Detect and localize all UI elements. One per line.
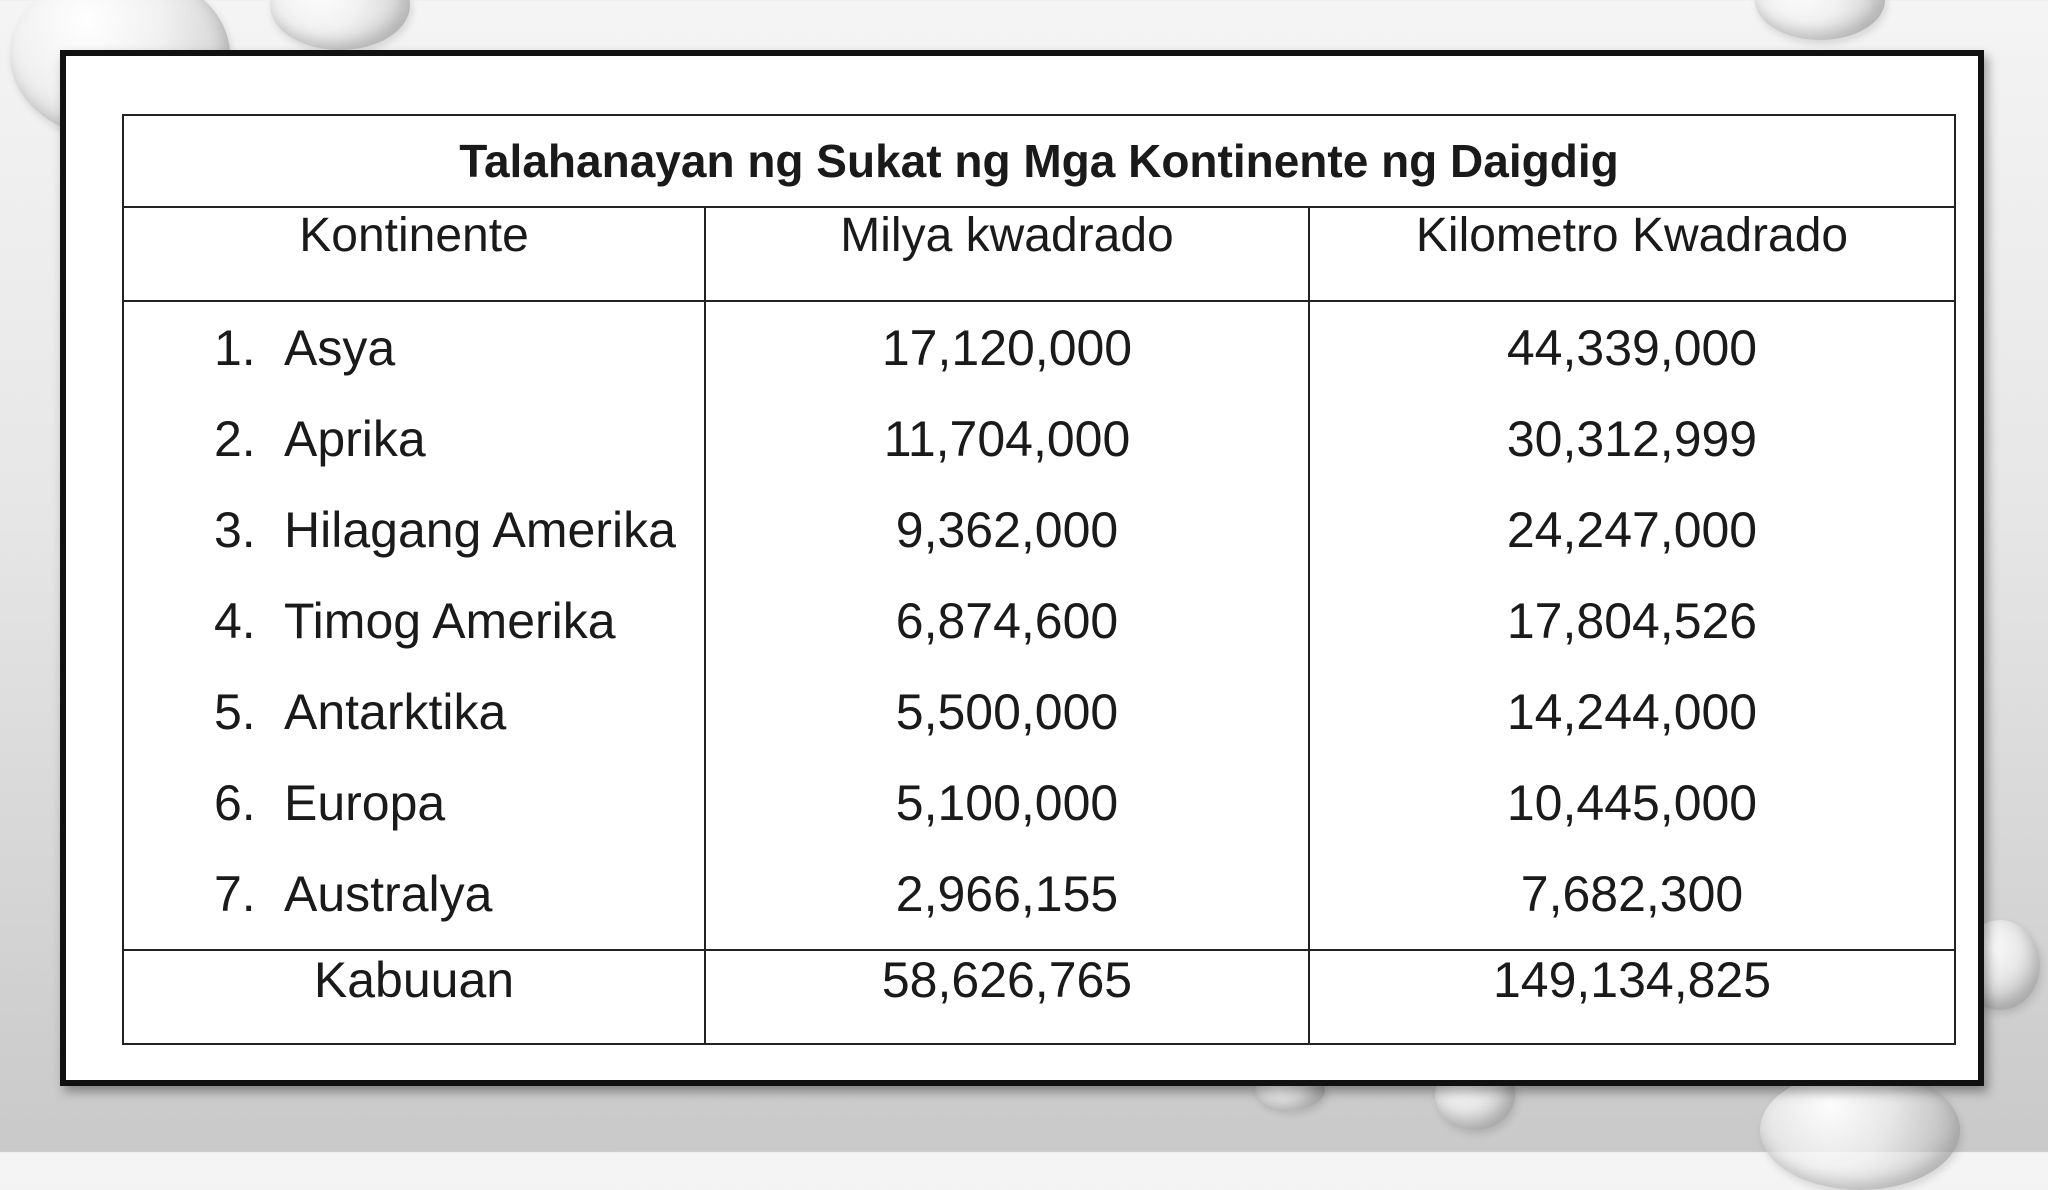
table-row: [123, 484, 1955, 575]
continent-cell: [123, 757, 705, 848]
table-row: [123, 575, 1955, 666]
square-miles-cell: 6,874,600: [705, 575, 1309, 666]
slide-frame: [60, 50, 1984, 1086]
square-km-cell: 7,682,300: [1309, 848, 1955, 939]
square-miles-cell: 11,704,000: [705, 393, 1309, 484]
table-spacer-row: [123, 939, 1955, 950]
table-row: [123, 757, 1955, 848]
water-drop-decoration: [270, 0, 410, 50]
total-row: [123, 950, 1955, 1044]
square-km-cell: 14,244,000: [1309, 666, 1955, 757]
continent-cell: [123, 301, 705, 393]
continent-size-table: [122, 114, 1956, 1045]
continent-name: Europa: [284, 774, 446, 831]
row-index: 4.: [214, 592, 256, 649]
water-drop-decoration: [1755, 0, 1885, 40]
spacer-cell: [705, 939, 1309, 950]
table-row: [123, 301, 1955, 393]
square-km-cell: 17,804,526: [1309, 575, 1955, 666]
continent-cell: [123, 848, 705, 939]
continent-name: Antarktika: [284, 683, 507, 740]
continent-name: Aprika: [284, 410, 426, 467]
square-km-cell: 10,445,000: [1309, 757, 1955, 848]
row-index: 7.: [214, 865, 256, 922]
continent-name: Australya: [284, 865, 493, 922]
continent-cell: [123, 484, 705, 575]
column-header-continent: Kontinente: [123, 207, 705, 301]
water-drop-decoration: [1760, 1070, 1960, 1190]
row-index: 5.: [214, 683, 256, 740]
spacer-cell: [123, 939, 705, 950]
table-row: [123, 666, 1955, 757]
row-index: 3.: [214, 501, 256, 558]
square-km-cell: 24,247,000: [1309, 484, 1955, 575]
table-row: [123, 393, 1955, 484]
column-header-square-kilometers: Kilometro Kwadrado: [1309, 207, 1955, 301]
square-miles-cell: 5,100,000: [705, 757, 1309, 848]
square-km-cell: 44,339,000: [1309, 301, 1955, 393]
row-index: 2.: [214, 410, 256, 467]
continent-name: Timog Amerika: [284, 592, 616, 649]
continent-name: Asya: [284, 319, 396, 376]
spacer-cell: [1309, 939, 1955, 950]
continent-cell: [123, 393, 705, 484]
continent-cell: [123, 666, 705, 757]
continent-name: Hilagang Amerika: [284, 501, 676, 558]
total-square-miles: 58,626,765: [705, 950, 1309, 1044]
table-header-row: [123, 207, 1955, 301]
table-title: Talahanayan ng Sukat ng Mga Kontinente ng Daigdig: [123, 115, 1955, 207]
row-index: 6.: [214, 774, 256, 831]
square-miles-cell: 9,362,000: [705, 484, 1309, 575]
total-label: Kabuuan: [123, 950, 705, 1044]
column-header-square-miles: Milya kwadrado: [705, 207, 1309, 301]
square-miles-cell: 17,120,000: [705, 301, 1309, 393]
row-index: 1.: [214, 319, 256, 376]
square-miles-cell: 2,966,155: [705, 848, 1309, 939]
square-miles-cell: 5,500,000: [705, 666, 1309, 757]
square-km-cell: 30,312,999: [1309, 393, 1955, 484]
table-row: [123, 848, 1955, 939]
continent-cell: [123, 575, 705, 666]
total-square-km: 149,134,825: [1309, 950, 1955, 1044]
